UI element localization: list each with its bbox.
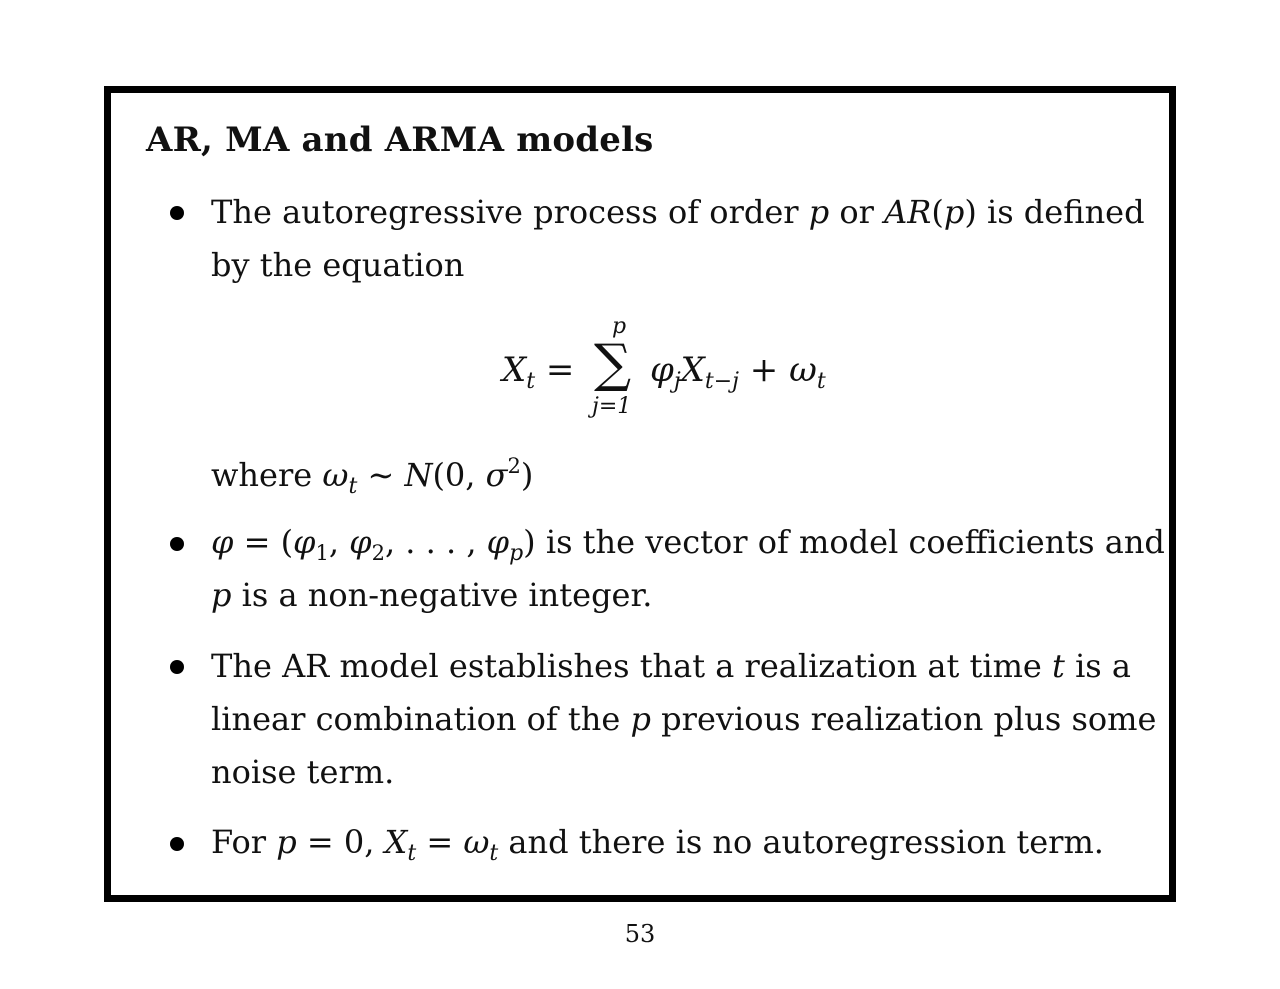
math-var: X (502, 350, 527, 390)
tilde-sign: ∼ (357, 456, 405, 494)
ar-equation (0, 314, 1280, 424)
bullet-3-line-1 (211, 647, 1131, 685)
summation-upper-limit: p (612, 314, 627, 339)
text: The AR model establishes that a realization at time (211, 647, 1053, 685)
math-var: φ (349, 523, 372, 561)
text: is the vector of model coefficients and (535, 523, 1165, 561)
equation-lhs (502, 350, 574, 394)
math-paren: ) (520, 456, 534, 494)
math-paren: ) (964, 193, 977, 231)
math-var: ω (463, 823, 490, 861)
math-var: AR (884, 193, 932, 231)
math-var: ω (322, 456, 349, 494)
summation-lower-limit: j=1 (592, 394, 632, 419)
math-var: φ (486, 523, 510, 561)
bullet-1-line-1 (211, 193, 1145, 231)
text: where (211, 456, 323, 494)
math-var: p (808, 193, 830, 231)
bullet-2-line-2 (211, 576, 653, 614)
math-var: φ (211, 523, 234, 561)
bullet-icon (170, 206, 184, 220)
text: and there is no autoregression term. (498, 823, 1104, 861)
text: linear combination of the (211, 700, 631, 738)
bullet-icon (170, 660, 184, 674)
text: = 0, (296, 823, 385, 861)
bullet-4-line-1 (211, 823, 1104, 866)
math-var: p (630, 700, 651, 738)
math-subscript: t−j (704, 369, 739, 394)
text: The autoregressive process of order (211, 193, 809, 231)
math-paren: ) (523, 523, 536, 561)
bullet-3-line-2 (211, 700, 1157, 738)
equals-sign: = (416, 823, 464, 861)
slide-title: AR, MA and ARMA models (146, 120, 654, 160)
text: , (328, 523, 350, 561)
text: (0, (432, 456, 486, 494)
text: , . . . , (384, 523, 487, 561)
where-line (211, 456, 533, 498)
math-subscript: 2 (371, 541, 385, 565)
math-var: X (384, 823, 408, 861)
bullet-3-line-3: noise term. (211, 753, 395, 791)
plus-sign: + (738, 350, 790, 390)
text: = ( (233, 523, 294, 561)
math-var: p (943, 193, 965, 231)
math-subscript: t (348, 474, 358, 499)
math-subscript: t (816, 369, 826, 394)
math-var: ω (789, 350, 817, 390)
math-var: p (211, 576, 232, 614)
text: is a non-negative integer. (231, 576, 653, 614)
math-var: φ (650, 350, 674, 390)
math-subscript: p (509, 541, 524, 566)
math-subscript: t (526, 369, 536, 394)
math-var: X (680, 350, 705, 390)
math-subscript: t (407, 841, 417, 866)
text: is a (1064, 647, 1131, 685)
math-paren: ( (931, 193, 944, 231)
equation-rhs (650, 350, 826, 394)
math-var: σ (485, 456, 508, 494)
text: or (829, 193, 885, 231)
summation-icon: ∑ (594, 334, 632, 394)
bullet-icon (170, 837, 184, 851)
text: For (211, 823, 277, 861)
math-subscript: t (489, 841, 499, 866)
bullet-icon (170, 537, 184, 551)
math-var: φ (293, 523, 316, 561)
math-subscript: j (673, 369, 681, 394)
math-var: p (276, 823, 297, 861)
page-number: 53 (624, 920, 656, 948)
text: previous realization plus some (650, 700, 1157, 738)
text: is defined (976, 193, 1145, 231)
bullet-1-line-2: by the equation (211, 246, 465, 284)
math-superscript: 2 (507, 454, 521, 478)
math-var: N (404, 456, 433, 494)
math-var: t (1052, 647, 1065, 685)
math-subscript: 1 (315, 541, 329, 565)
equals-sign: = (535, 350, 575, 390)
bullet-2-line-1 (211, 523, 1165, 566)
